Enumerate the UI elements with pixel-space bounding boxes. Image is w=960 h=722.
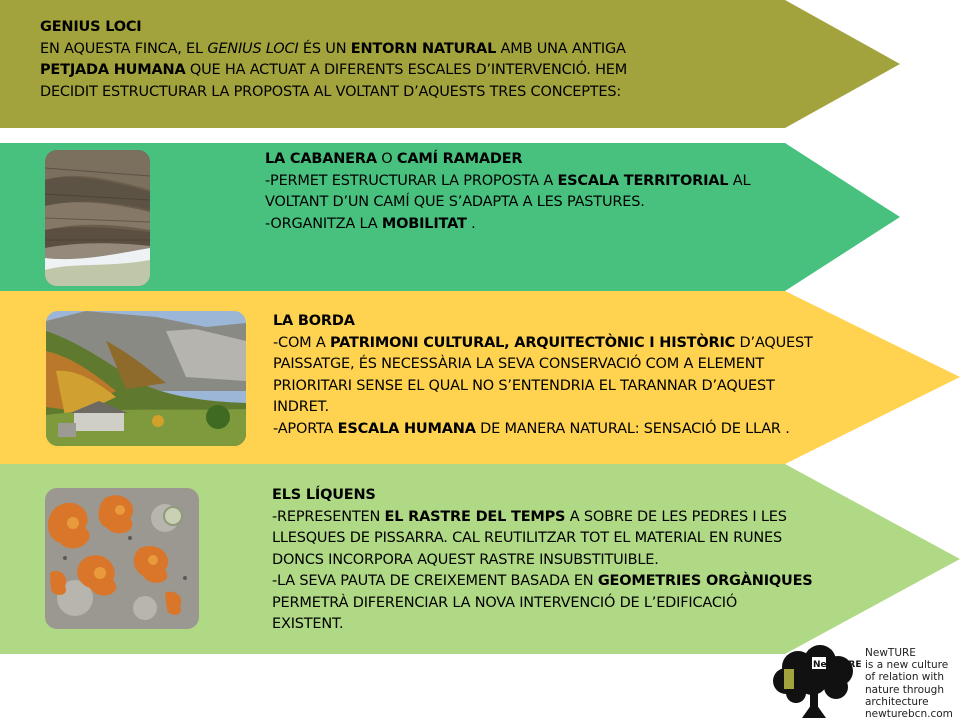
text-fragment: .: [466, 215, 476, 232]
text-fragment: AL: [728, 172, 751, 189]
brand-line: nature through: [865, 683, 945, 696]
text-fragment-bold: PETJADA HUMANA: [40, 62, 186, 78]
brand-line: of relation with: [865, 671, 945, 684]
text-fragment-bold: ESCALA TERRITORIAL: [557, 172, 729, 189]
text-fragment: -REPRESENTEN: [272, 508, 385, 525]
liquens-title: ELS LÍQUENS: [272, 487, 376, 503]
text-line: PRIORITARI SENSE EL QUAL NO S’ENTENDRIA EL TARANNAR D’AQUEST: [273, 377, 775, 394]
text-fragment: -COM A: [273, 334, 331, 351]
borda-title: LA BORDA: [273, 313, 355, 329]
text-fragment: DE MANERA NATURAL: SENSACIÓ DE LLAR .: [475, 420, 790, 437]
lichen-stone-photo: [45, 488, 199, 629]
mountain-borda-photo: [46, 311, 246, 446]
liquens-band: [0, 464, 960, 654]
text-fragment: -APORTA: [273, 420, 338, 437]
brand-tagline: [865, 647, 953, 720]
text-fragment-bold: ESCALA HUMANA: [337, 420, 476, 437]
text-fragment: D’AQUEST: [735, 334, 813, 351]
brand-website-link[interactable]: newturebcn.com: [865, 708, 953, 721]
text-fragment-bold: GEOMETRIES ORGÀNIQUES: [597, 573, 813, 589]
text-line: DECIDIT ESTRUCTURAR LA PROPOSTA AL VOLTANT D’AQUESTS TRES CONCEPTES:: [40, 83, 622, 100]
text-line: PAISSATGE, ÉS NECESSÀRIA LA SEVA CONSERVACIÓ COM A ELEMENT: [273, 356, 765, 372]
brand-line: architecture: [865, 695, 929, 708]
text-fragment: ÉS UN: [298, 40, 351, 57]
text-fragment: EN AQUESTA FINCA, EL: [40, 40, 208, 57]
logo-text: NewTURE: [813, 660, 862, 670]
text-fragment: -LA SEVA PAUTA DE CREIXEMENT BASADA EN: [272, 573, 598, 589]
text-line: PERMETRÀ DIFERENCIAR LA NOVA INTERVENCIÓ DE L’EDIFICACIÓ: [272, 594, 738, 611]
brand-line: is a new culture: [865, 659, 949, 672]
text-fragment-bold: MOBILITAT: [381, 215, 467, 232]
text-fragment-italic: GENIUS LOCI: [207, 40, 299, 57]
genius-loci-title: GENIUS LOCI: [40, 19, 142, 35]
borda-text: [273, 311, 813, 440]
cabanera-text: [265, 149, 750, 235]
text-line: EXISTENT.: [272, 616, 344, 632]
text-fragment-bold: ENTORN NATURAL: [350, 40, 497, 57]
text-line: LLESQUES DE PISSARRA. CAL REUTILITZAR TOT EL MATERIAL EN RUNES: [272, 530, 782, 546]
text-line: DONCS INCORPORA AQUEST RASTRE INSUBSTITUIBLE.: [272, 551, 659, 568]
text-fragment-bold: EL RASTRE DEL TEMPS: [384, 508, 566, 525]
stone-wall-snow-photo: [45, 150, 150, 286]
text-line: VOLTANT D’UN CAMÍ QUE S’ADAPTA A LES PASTURES.: [265, 194, 645, 210]
text-fragment: -PERMET ESTRUCTURAR LA PROPOSTA A: [265, 172, 558, 189]
text-fragment-bold: PATRIMONI CULTURAL, ARQUITECTÒNIC I HISTÒRIC: [330, 334, 736, 351]
genius-loci-text: [40, 17, 627, 103]
tree-logo-icon: [768, 645, 863, 722]
text-fragment: -ORGANITZA LA: [265, 215, 382, 232]
text-fragment: O: [376, 151, 397, 167]
text-fragment: AMB UNA ANTIGA: [496, 40, 626, 57]
text-fragment: QUE HA ACTUAT A DIFERENTS ESCALES D’INTERVENCIÓ. HEM: [185, 62, 628, 78]
text-line: INDRET.: [273, 399, 329, 415]
brand-name: NewTURE: [865, 647, 916, 659]
cabanera-band: [0, 143, 960, 291]
text-fragment-bold: CAMÍ RAMADER: [396, 151, 523, 167]
cabanera-title: LA CABANERA: [265, 151, 377, 167]
genius-loci-band: [0, 0, 960, 128]
liquens-text: [272, 485, 813, 636]
text-fragment: A SOBRE DE LES PEDRES I LES: [565, 508, 787, 525]
borda-band: [0, 291, 960, 464]
